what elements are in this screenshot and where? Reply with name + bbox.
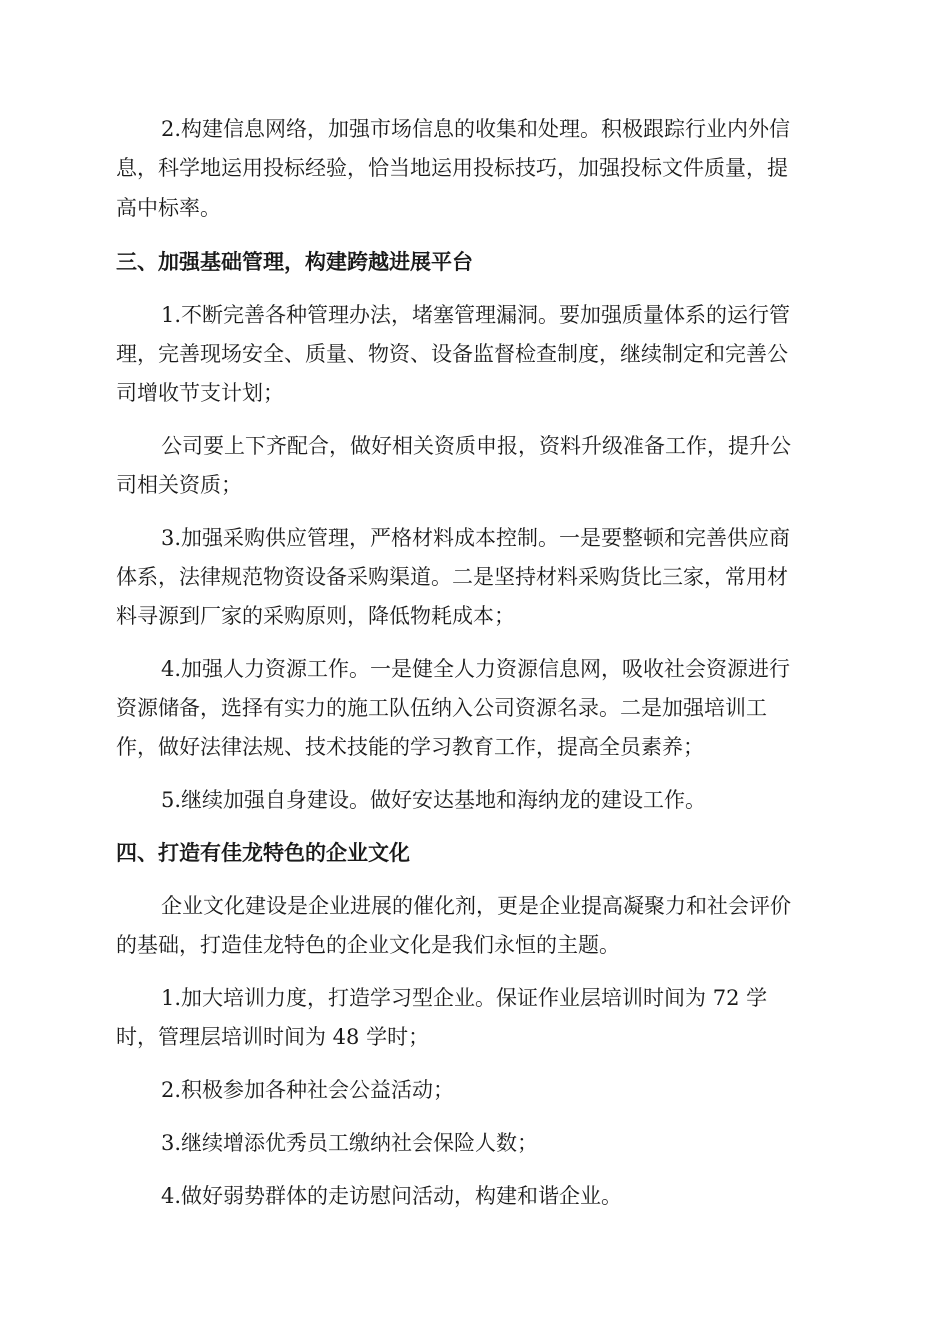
paragraph-line: 企业文化建设是企业进展的催化剂，更是企业提高凝聚力和社会评价 (161, 894, 791, 918)
paragraph-line: 4.加强人力资源工作。一是健全人力资源信息网，吸收社会资源进行 (161, 657, 791, 681)
paragraph-line: 料寻源到厂家的采购原则，降低物耗成本； (116, 604, 515, 628)
paragraph-line: 司相关资质； (116, 473, 242, 497)
paragraph-line: 作，做好法律法规、技术技能的学习教育工作，提高全员素养； (116, 735, 704, 759)
paragraph-line: 1.不断完善各种管理办法，堵塞管理漏洞。要加强质量体系的运行管 (161, 303, 791, 327)
paragraph-line: 高中标率。 (116, 196, 221, 220)
paragraph-line: 体系，法律规范物资设备采购渠道。二是坚持材料采购货比三家，常用材 (116, 565, 788, 589)
paragraph-line: 1.加大培训力度，打造学习型企业。保证作业层培训时间为 72 学 (161, 986, 768, 1010)
paragraph-line: 2.构建信息网络，加强市场信息的收集和处理。积极跟踪行业内外信 (161, 117, 791, 141)
paragraph-line: 3.继续增添优秀员工缴纳社会保险人数； (161, 1131, 539, 1155)
section-heading: 三、加强基础管理，构建跨越进展平台 (116, 250, 473, 274)
paragraph-line: 3.加强采购供应管理，严格材料成本控制。一是要整顿和完善供应商 (161, 526, 791, 550)
paragraph-line: 资源储备，选择有实力的施工队伍纳入公司资源名录。二是加强培训工 (116, 696, 767, 720)
paragraph-line: 2.积极参加各种社会公益活动； (161, 1078, 455, 1102)
paragraph-line: 息，科学地运用投标经验，恰当地运用投标技巧，加强投标文件质量，提 (116, 156, 788, 180)
paragraph-line: 理，完善现场安全、质量、物资、设备监督检查制度，继续制定和完善公 (116, 342, 788, 366)
paragraph-line: 司增收节支计划； (116, 381, 284, 405)
paragraph-line: 的基础，打造佳龙特色的企业文化是我们永恒的主题。 (116, 933, 620, 957)
paragraph-line: 5.继续加强自身建设。做好安达基地和海纳龙的建设工作。 (161, 788, 707, 812)
section-heading: 四、打造有佳龙特色的企业文化 (116, 841, 410, 865)
paragraph-line: 4.做好弱势群体的走访慰问活动，构建和谐企业。 (161, 1184, 623, 1208)
paragraph-line: 时，管理层培训时间为 48 学时； (116, 1025, 430, 1049)
paragraph-line: 公司要上下齐配合，做好相关资质申报，资料升级准备工作，提升公 (161, 434, 791, 458)
